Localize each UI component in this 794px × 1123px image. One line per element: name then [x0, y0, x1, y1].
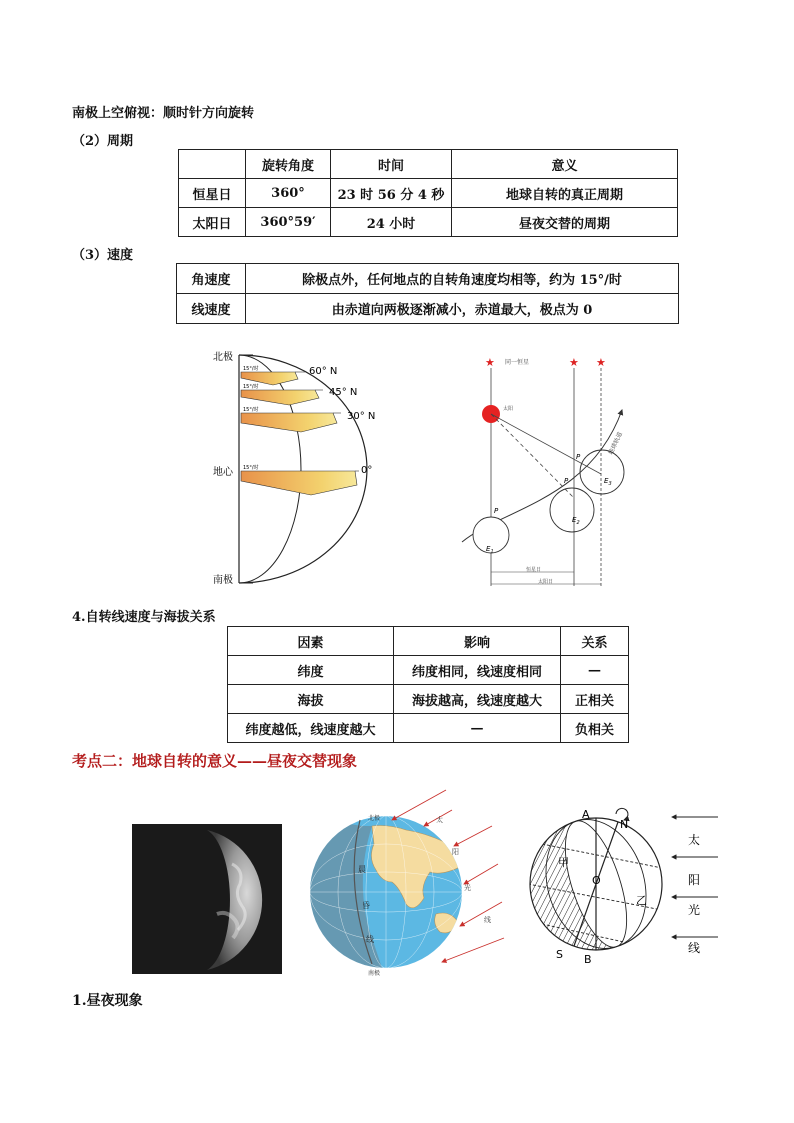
sunlight-char: 阳: [688, 873, 701, 887]
sunlight-char: 光: [464, 884, 471, 892]
table-cell: —: [561, 656, 629, 685]
label-yi: 乙: [636, 894, 647, 907]
north-pole-label: 北极: [213, 352, 233, 363]
table-cell: 昼夜交替的周期: [452, 208, 678, 237]
table-cell: 由赤道向两极逐渐减小，赤道最大，极点为 0: [246, 294, 679, 324]
rate-label: 15°/时: [243, 407, 259, 413]
table-cell: 纬度相同，线速度相同: [394, 656, 561, 685]
table-row: [179, 179, 678, 208]
rate-label: 15°/时: [243, 465, 259, 471]
speed-table: [176, 263, 679, 324]
table-cell: 24 小时: [331, 208, 452, 237]
lat30-label: 30° N: [347, 411, 376, 422]
table-row: [228, 627, 629, 656]
globe-north-pole-label: 北极: [368, 815, 381, 822]
table-cell: 角速度: [177, 264, 246, 294]
latitude-speed-figure: [205, 345, 395, 590]
south-pole-label: 南极: [213, 575, 233, 586]
p-label: P: [564, 477, 569, 485]
star-icon: ★: [596, 356, 606, 369]
table-cell: 海拔: [228, 685, 394, 714]
lat0-label: 0°: [361, 465, 373, 476]
lat60-label: 60° N: [309, 366, 338, 377]
table-cell: 除极点外，任何地点的自转角速度均相等，约为 15°/时: [246, 264, 679, 294]
star-icon: ★: [569, 356, 579, 369]
label-s: S: [556, 948, 563, 961]
table-cell: 地球自转的真正周期: [452, 179, 678, 208]
day-night-diagram: [512, 800, 722, 970]
star-icon: ★: [485, 356, 495, 369]
table-row: [228, 656, 629, 685]
table-cell: 时间: [331, 150, 452, 179]
label-b: B: [584, 953, 592, 966]
sun-label: 太阳: [503, 406, 514, 412]
table-cell: 旋转角度: [246, 150, 331, 179]
relation-heading: 4.自转线速度与海拔关系: [72, 610, 216, 625]
e2-label: $E_2$: [572, 516, 580, 526]
rate-label: 15°/时: [243, 384, 259, 390]
center-label: 地心: [213, 467, 233, 478]
sunlight-char: 阳: [452, 848, 459, 856]
label-jia: 甲: [558, 856, 569, 869]
sunlight-char: 线: [484, 916, 491, 924]
table-cell: 负相关: [561, 714, 629, 743]
twilight-char: 线: [366, 935, 374, 944]
table-cell: 海拔越高，线速度越大: [394, 685, 561, 714]
solar-day-label: 太阳日: [538, 579, 554, 585]
sunlight-char: 线: [688, 941, 701, 955]
twilight-char: 晨: [358, 865, 366, 874]
table-row: [228, 714, 629, 743]
table-cell: 线速度: [177, 294, 246, 324]
speed-heading: （3）速度: [72, 248, 134, 263]
table-row: [177, 294, 679, 324]
p-label: P: [576, 453, 581, 461]
table-cell: 关系: [561, 627, 629, 656]
period-table: [178, 149, 678, 237]
label-a: A: [582, 808, 590, 821]
same-star-label: 同一恒星: [505, 359, 530, 366]
table-row: [179, 150, 678, 179]
table-cell: 意义: [452, 150, 678, 179]
sunlight-char: 太: [436, 816, 443, 824]
rate-label: 15°/时: [243, 366, 259, 372]
table-cell: 纬度: [228, 656, 394, 685]
e3-label: $E_3$: [604, 477, 612, 487]
relation-table: [227, 626, 629, 743]
table-cell: 360°59′: [246, 208, 331, 237]
table-cell: 纬度越低，线速度越大: [228, 714, 394, 743]
subheading: 1.昼夜现象: [72, 993, 143, 1009]
section2-heading: 考点二：地球自转的意义——昼夜交替现象: [72, 752, 358, 770]
table-cell: 360°: [246, 179, 331, 208]
table-cell: 太阳日: [179, 208, 246, 237]
sunlight-char: 光: [688, 903, 701, 917]
globe-south-pole-label: 南极: [368, 970, 381, 977]
e1-label: $E_1$: [486, 545, 494, 555]
table-cell: [179, 150, 246, 179]
globe-sunlight-figure: [302, 786, 506, 978]
table-row: [179, 208, 678, 237]
table-cell: 23 时 56 分 4 秒: [331, 179, 452, 208]
table-cell: —: [394, 714, 561, 743]
rotation-note: 南极上空俯视：顺时针方向旋转: [72, 106, 255, 121]
table-cell: 恒星日: [179, 179, 246, 208]
orbit-label: 地球轨道: [607, 431, 624, 456]
sidereal-solar-day-figure: [440, 350, 650, 595]
table-cell: 影响: [394, 627, 561, 656]
p-label: P: [494, 507, 499, 515]
lat45-label: 45° N: [329, 387, 358, 398]
table-row: [228, 685, 629, 714]
sidereal-day-label: 恒星日: [526, 567, 542, 573]
period-heading: （2）周期: [72, 134, 134, 149]
label-n: N: [620, 818, 629, 831]
label-o: O: [592, 874, 601, 887]
table-cell: 正相关: [561, 685, 629, 714]
table-row: [177, 264, 679, 294]
earth-photo: [132, 824, 282, 974]
sunlight-char: 太: [688, 833, 701, 847]
table-cell: 因素: [228, 627, 394, 656]
twilight-char: 昏: [362, 901, 370, 910]
